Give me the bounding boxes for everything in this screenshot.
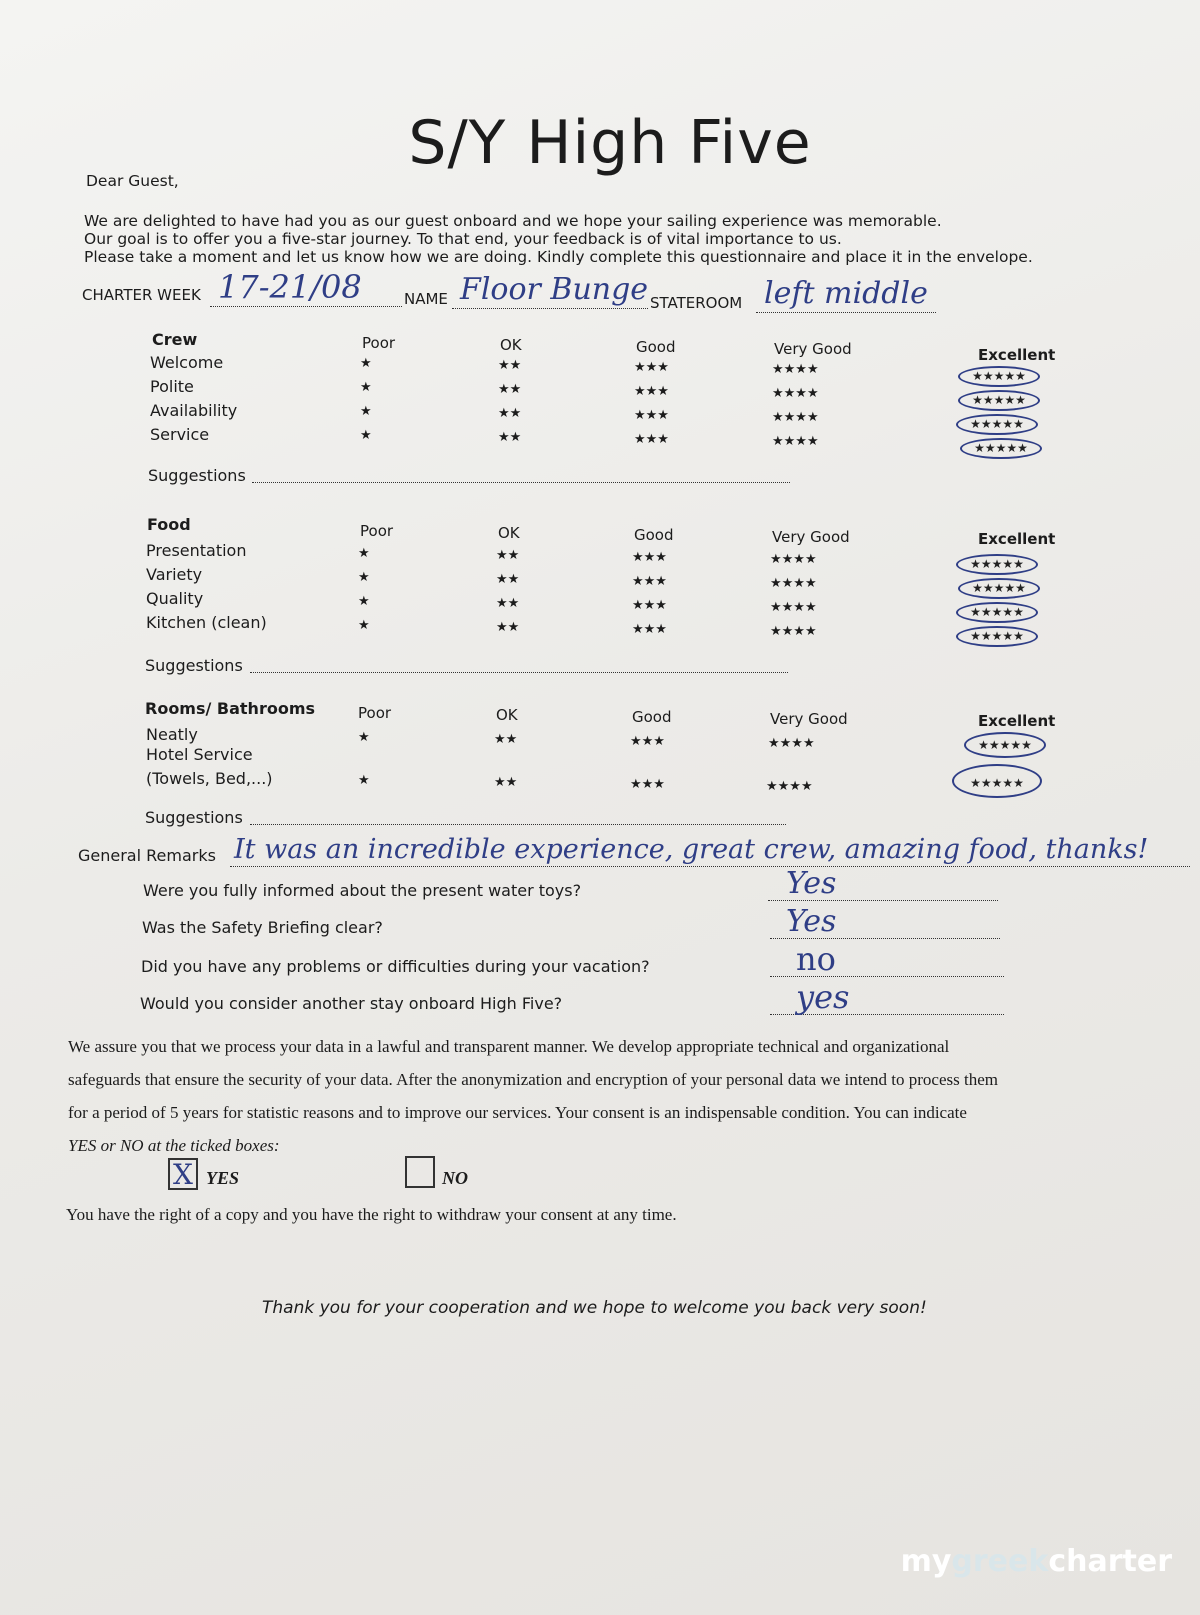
name-value[interactable]: Floor Bunge (460, 272, 649, 307)
header-poor: Poor (360, 522, 394, 540)
privacy-line-3: for a period of 5 years for statistic reasons and to improve our services. Your consent is an indispensable condition. You can indicate (68, 1103, 967, 1122)
rating-option[interactable]: ★★ (496, 620, 520, 635)
header-very-good: Very Good (770, 710, 848, 728)
general-remarks-label: General Remarks (78, 846, 216, 865)
privacy-paragraph (68, 1030, 1128, 1162)
header-excellent: Excellent (978, 346, 1056, 364)
rating-option-selected[interactable]: ★★★★★ (952, 764, 1042, 798)
header-excellent: Excellent (978, 530, 1056, 548)
rating-option[interactable]: ★★★ (630, 777, 665, 792)
rating-option-selected[interactable]: ★★★★★ (958, 366, 1040, 387)
header-good: Good (634, 526, 674, 544)
rating-option-selected[interactable]: ★★★★★ (956, 554, 1038, 575)
name-label: NAME (404, 290, 448, 308)
answer-another-stay[interactable]: yes (796, 978, 850, 1016)
answer-water-toys[interactable]: Yes (786, 866, 837, 901)
row-label-polite: Polite (150, 377, 194, 396)
rating-option-selected[interactable]: ★★★★★ (956, 414, 1038, 435)
copy-right-text: You have the right of a copy and you have the right to withdraw your consent at any time. (66, 1205, 677, 1224)
rating-option[interactable]: ★★ (498, 382, 522, 397)
header-poor: Poor (358, 704, 392, 722)
header-good: Good (636, 338, 676, 356)
rating-option[interactable]: ★★★★ (770, 600, 817, 615)
thank-you-text: Thank you for your cooperation and we hope to welcome you back very soon! (262, 1298, 927, 1318)
answer-problems[interactable]: no (796, 940, 836, 978)
rating-option-selected[interactable]: ★★★★★ (960, 438, 1042, 459)
row-label-variety: Variety (146, 565, 203, 584)
watermark-logo: mygreekcharter (900, 1544, 1172, 1579)
rating-option[interactable]: ★ (360, 404, 372, 419)
rooms-suggestions-label: Suggestions (145, 808, 243, 827)
crew-suggestions-input[interactable] (252, 476, 790, 483)
privacy-line-2: safeguards that ensure the security of your data. After the anonymization and encryption of your personal data we intend to process them (68, 1070, 998, 1089)
privacy-line-4: YES or NO at the ticked boxes: (68, 1136, 280, 1155)
header-good: Good (632, 708, 672, 726)
section-title-crew: Crew (152, 330, 198, 349)
intro-line-2: Our goal is to offer you a five-star journey. To that end, your feedback is of vital importance to us. (84, 230, 842, 248)
rating-option[interactable]: ★ (360, 356, 372, 371)
question-another-stay: Would you consider another stay onboard High Five? (140, 994, 563, 1013)
row-label-kitchen: Kitchen (clean) (146, 613, 267, 632)
stateroom-value[interactable]: left middle (764, 276, 928, 311)
rating-option[interactable]: ★★★ (634, 360, 669, 375)
general-remarks-value[interactable]: It was an incredible experience, great crew, amazing food, thanks! (234, 834, 1149, 865)
intro-line-3: Please take a moment and let us know how we are doing. Kindly complete this questionnaire and place it in the envelope. (84, 248, 1033, 266)
rating-option[interactable]: ★★★★ (768, 736, 815, 751)
rating-option[interactable]: ★★★ (634, 384, 669, 399)
rating-option[interactable]: ★★★★ (772, 434, 819, 449)
rooms-suggestions-input[interactable] (250, 818, 786, 825)
header-ok: OK (500, 336, 522, 354)
rating-option[interactable]: ★★★ (632, 598, 667, 613)
rating-option-selected[interactable]: ★★★★★ (964, 732, 1046, 758)
header-poor: Poor (362, 334, 396, 352)
privacy-line-1: We assure you that we process your data in a lawful and transparent manner. We develop appropriate technical and organizational (68, 1037, 950, 1056)
rating-option[interactable]: ★★★★ (772, 386, 819, 401)
rating-option[interactable]: ★★ (496, 572, 520, 587)
rating-option[interactable]: ★ (358, 594, 370, 609)
row-label-quality: Quality (146, 589, 204, 608)
rating-option[interactable]: ★★ (498, 358, 522, 373)
intro-line-1: We are delighted to have had you as our guest onboard and we hope your sailing experience was memorable. (84, 212, 942, 230)
question-safety-briefing: Was the Safety Briefing clear? (142, 918, 383, 937)
rating-option[interactable]: ★★★★ (770, 552, 817, 567)
rating-option[interactable]: ★ (358, 570, 370, 585)
header-ok: OK (496, 706, 518, 724)
header-ok: OK (498, 524, 520, 542)
rating-option[interactable]: ★ (360, 380, 372, 395)
stateroom-label: STATEROOM (650, 294, 743, 312)
header-very-good: Very Good (772, 528, 850, 546)
rating-option[interactable]: ★★★ (632, 550, 667, 565)
food-suggestions-label: Suggestions (145, 656, 243, 675)
rating-option[interactable]: ★★ (494, 732, 518, 747)
consent-no-label: NO (442, 1168, 468, 1188)
answer-safety-briefing[interactable]: Yes (786, 904, 837, 939)
question-problems: Did you have any problems or difficulties during your vacation? (141, 957, 650, 976)
rating-option[interactable]: ★ (358, 618, 370, 633)
rating-option-selected[interactable]: ★★★★★ (956, 602, 1038, 623)
header-very-good: Very Good (774, 340, 852, 358)
rating-option[interactable]: ★★ (498, 406, 522, 421)
header-excellent: Excellent (978, 712, 1056, 730)
section-title-rooms: Rooms/ Bathrooms (145, 699, 316, 718)
document-title: S/Y High Five (408, 108, 812, 178)
row-label-towels-bed: (Towels, Bed,...) (146, 769, 273, 788)
rating-option[interactable]: ★ (360, 428, 372, 443)
rating-option[interactable]: ★★★ (634, 408, 669, 423)
rating-option[interactable]: ★ (358, 730, 370, 745)
rating-option[interactable]: ★★ (496, 548, 520, 563)
section-title-food: Food (147, 515, 191, 534)
consent-yes-label: YES (206, 1168, 240, 1188)
charter-week-label: CHARTER WEEK (82, 286, 201, 304)
rating-option[interactable]: ★★★★ (766, 779, 813, 794)
rating-option[interactable]: ★★★ (634, 432, 669, 447)
checkbox-mark-icon: X (173, 1158, 193, 1191)
rating-option[interactable]: ★ (358, 773, 370, 788)
row-label-presentation: Presentation (146, 541, 247, 560)
row-label-service: Service (150, 425, 210, 444)
rating-option-selected[interactable]: ★★★★★ (956, 626, 1038, 647)
rating-option[interactable]: ★ (358, 546, 370, 561)
rating-option[interactable]: ★★★★ (770, 624, 817, 639)
rating-option[interactable]: ★★ (494, 775, 518, 790)
consent-no-checkbox[interactable] (405, 1156, 435, 1188)
row-label-hotel-service: Hotel Service (146, 745, 253, 764)
rating-option-selected[interactable]: ★★★★★ (958, 578, 1040, 599)
row-label-welcome: Welcome (150, 353, 224, 372)
rating-option[interactable]: ★★★ (632, 622, 667, 637)
intro-paragraph (84, 212, 1084, 266)
question-water-toys: Were you fully informed about the present water toys? (143, 881, 582, 900)
greeting: Dear Guest, (86, 172, 179, 190)
charter-week-value[interactable]: 17-21/08 (218, 268, 362, 306)
row-label-neatly: Neatly (146, 725, 198, 744)
consent-yes-checkbox[interactable] (168, 1158, 198, 1190)
rating-option[interactable]: ★★★ (632, 574, 667, 589)
row-label-availability: Availability (150, 401, 238, 420)
rating-option[interactable]: ★★★★ (772, 410, 819, 425)
rating-option[interactable]: ★★ (496, 596, 520, 611)
rating-option[interactable]: ★★★ (630, 734, 665, 749)
rating-option[interactable]: ★★★★ (770, 576, 817, 591)
rating-option[interactable]: ★★★★ (772, 362, 819, 377)
crew-suggestions-label: Suggestions (148, 466, 246, 485)
rating-option-selected[interactable]: ★★★★★ (958, 390, 1040, 411)
rating-option[interactable]: ★★ (498, 430, 522, 445)
food-suggestions-input[interactable] (250, 666, 788, 673)
